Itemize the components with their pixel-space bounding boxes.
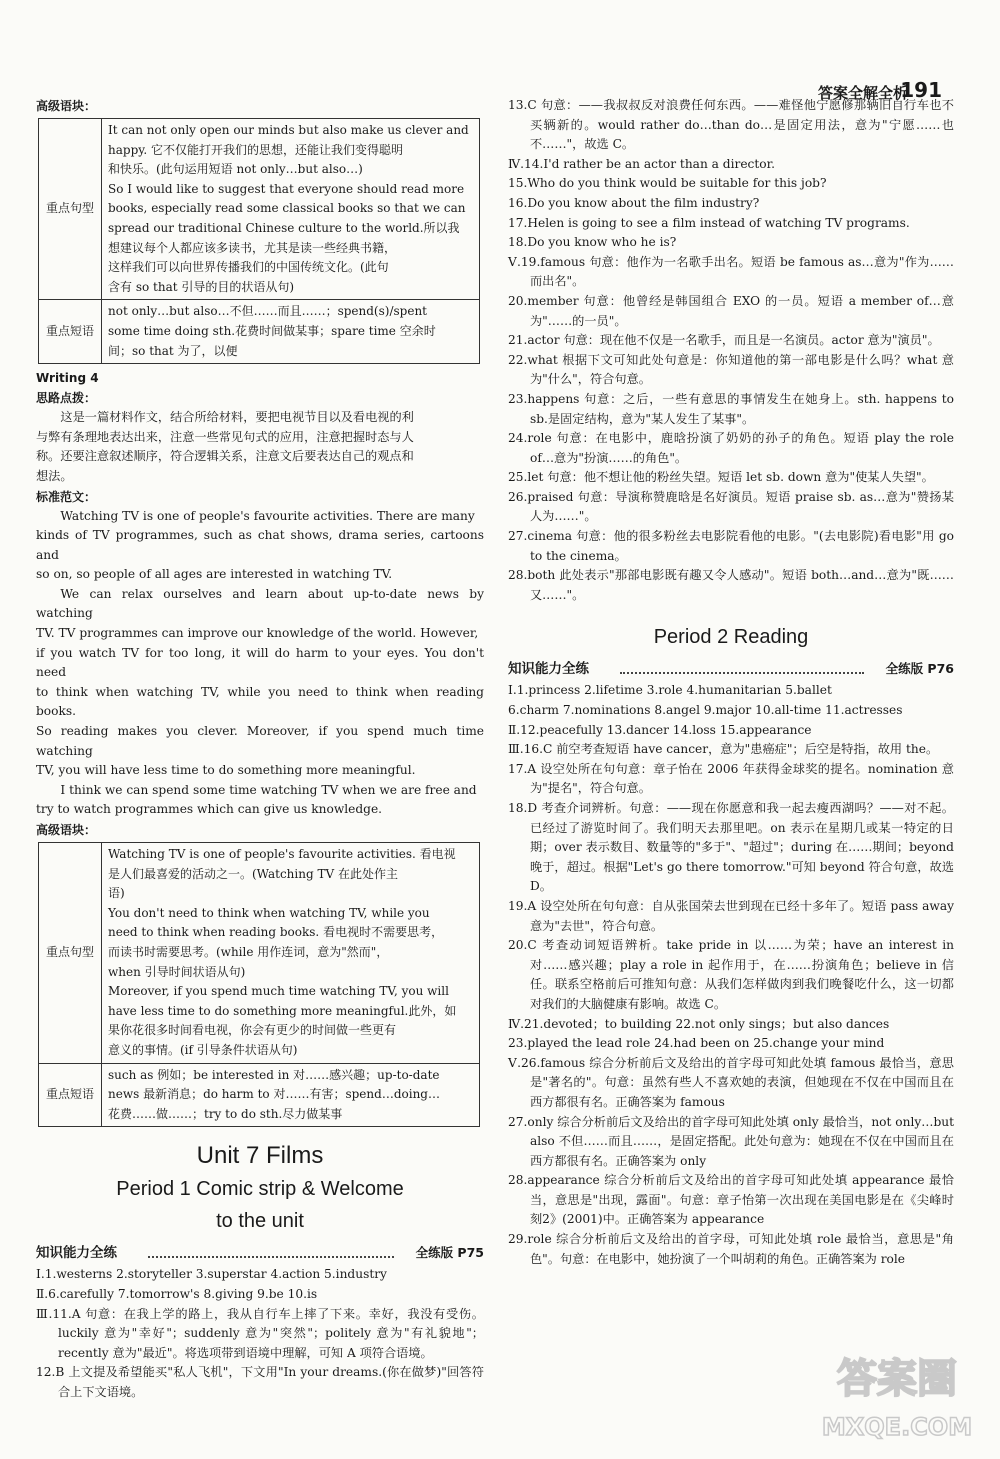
table-key-phrases: 重点短语 [39, 1063, 102, 1127]
text-line: So I would like to suggest that everyone should read more [108, 181, 465, 196]
text-line: So reading makes you clever. Moreover, if you spend much time watching [36, 724, 484, 758]
text-line: books, especially read some classical books so that we can [108, 201, 466, 216]
table-key-phrases: 重点短语 [39, 300, 102, 364]
right-column [508, 96, 954, 1269]
table-key-sentences: 重点句型 [39, 119, 102, 300]
text-line: not only…but also…不但……而且……；spend(s)/spent [108, 304, 427, 319]
text-line: so on, so people of all ages are interested in watching TV. [36, 567, 393, 582]
silu-paragraph [36, 408, 484, 486]
text-line: when 引导时间状语从句) [108, 964, 246, 979]
text-line: 花费……做……；try to do sth.尽力做某事 [108, 1106, 343, 1121]
answer-item: 18.D 考查介词辨析。句意：——现在你愿意和我一起去瘦西湖吗？——对不起。已经过了游览时间了。我们明天去那里吧。on 表示在星期几或某一特定的日期；over 表示数目、数量等的"多于"、"超过"；during 在……期间；beyond 晚于，超过。根据"Let's go there tomorrow."可知 beyond 符合句意，故选 D。 [508, 801, 954, 894]
table-cell-phrases [102, 300, 480, 364]
answer-item: 24.role 句意：在电影中，鹿晗扮演了奶奶的孙子的角色。短语 play the role of…意为"扮演……的角色"。 [508, 431, 954, 465]
text-line: news 最新消息；do harm to 对……有害；spend…doing… [108, 1087, 440, 1102]
chunks-table-2 [38, 842, 480, 1127]
unit-title: Unit 7 Films [196, 1142, 324, 1170]
table-cell-sentences [102, 843, 480, 1064]
answer-item: Ⅱ.6.carefully 7.tomorrow's 8.giving 9.be 10.is [36, 1286, 318, 1301]
text-line: Watching TV is one of people's favourite activities. There are many [60, 508, 475, 523]
text-line: need to think when reading books. 看电视时不需要思考， [108, 925, 444, 940]
answer-item: Ⅰ.1.princess 2.lifetime 3.role 4.humanitarian 5.ballet [508, 683, 832, 698]
text-line: I think we can spend some time watching TV when we are free and [60, 782, 477, 797]
watermark-url: MXQE.COM [821, 1413, 973, 1441]
answer-item: 26.praised 句意：导演称赞鹿晗是名好演员。短语 praise sb. as…意为"赞扬某人为……"。 [508, 489, 954, 524]
text-line: Watching TV is one of people's favourite activities. 看电视 [108, 847, 456, 861]
page-ref: 全练版 P76 [885, 661, 954, 677]
answer-item: 23.played the lead role 24.had been on 25.change your mind [508, 1036, 885, 1051]
answer-item: 21.actor 句意：现在他不仅是一名歌手，而且是一名演员。actor 意为"演员"。 [508, 333, 940, 348]
answer-item: 28.appearance 综合分析前后文及给出的首字母可知此处填 appearance 最恰当，意思是"出现，露面"。句意：章子怡第一次出现在美国电影是在《尖峰时刻2》(2001)中。正确答案为 appearance [508, 1173, 954, 1227]
watermark-logo [812, 1337, 982, 1447]
answer-item: 28.both 此处表示"那部电影既有趣又令人感动"。短语 both…and…意为"既……又……"。 [508, 568, 954, 602]
answer-item: 19.A 设空处所在句句意：自从张国荣去世到现在已经十多年了。短语 pass away 意为"去世"，符合句意。 [508, 898, 954, 933]
silu-label: 思路点拨： [36, 391, 97, 406]
text-line: 含有 so that 引导的目的状语从句) [108, 279, 295, 294]
watermark-graphic [812, 1337, 982, 1447]
answer-item: Ⅳ.21.devoted；to building 22.not only sings；but also dances [508, 1016, 890, 1031]
answer-item: 16.Do you know about the film industry? [508, 195, 760, 210]
table-cell-sentences [102, 119, 480, 300]
answer-item: 23.happens 句意：之后，一些有意思的事情发生在她身上。sth. happens to sb.是固定结构，意为"某人发生了某事"。 [508, 391, 954, 426]
text-line: 与弊有条理地表达出来，注意一些常见句式的应用，注意把握时态与人 [36, 429, 414, 444]
text-line: 称。还要注意叙述顺序，符合逻辑关系，注意文后要表达自己的观点和 [36, 449, 414, 464]
text-line: 而读书时需要思考。(while 用作连词，意为"然而"， [108, 944, 389, 959]
advanced-chunks-label-2: 高级语块： [36, 823, 97, 837]
answer-item: 22.what 根据下文可知此处句意是：你知道他的第一部电影是什么吗？what 意为"什么"，符合句意。 [508, 352, 954, 387]
answer-item: 12.B 上文提及希望能买"私人飞机"，下文用"In your dreams.(你在做梦)"回答符合上下文语境。 [36, 1365, 484, 1399]
answer-item: Ⅳ.14.I'd rather be an actor than a director. [508, 156, 775, 171]
page-ref: 全练版 P75 [415, 1245, 484, 1261]
answer-item: 20.C 考查动词短语辨析。take pride in 以……为荣；have an interest in 对……感兴趣；play a role in 起作用于，在……扮演角色；believe in 信任。联系空格前后可推知句意：从我们怎样做肉到我们晚餐吃什么，这一切都对我们的大脑健康有影响。故选 C。 [508, 938, 954, 1011]
text-line: TV, you will have less time to do something more meaningful. [36, 763, 416, 778]
text-line: 语) [108, 886, 125, 901]
section-heading-practice [508, 657, 954, 681]
text-line: 是人们最喜爱的活动之一。(Watching TV 在此处作主 [108, 866, 398, 881]
answer-item: 20.member 句意：他曾经是韩国组合 EXO 的一员。短语 a member of…意为"……的一员"。 [508, 293, 954, 328]
table-cell-phrases [102, 1063, 480, 1127]
text-line: 和快乐。(此句运用短语 not only…but also…) [108, 162, 363, 177]
text-line: to think when watching TV, while you need to think when reading books. [36, 684, 484, 719]
fanwen-label: 标准范文： [36, 489, 97, 504]
text-line: have less time to do something more meaningful.此外，如 [108, 1003, 457, 1018]
dot-leader [148, 1256, 394, 1258]
answer-item: 27.cinema 句意：他的很多粉丝去电影院看他的电影。"(去电影院)看电影"用 go to the cinema。 [508, 529, 954, 563]
left-column [36, 96, 484, 1402]
answer-item: 6.charm 7.nominations 8.angel 9.major 10.all-time 11.actresses [508, 703, 903, 718]
period-2-title: Period 2 Reading [653, 626, 809, 649]
table-key-sentences: 重点句型 [39, 843, 102, 1064]
answer-item: Ⅰ.1.westerns 2.storyteller 3.superstar 4.action 5.industry [36, 1267, 387, 1282]
answer-item: 17.A 设空处所在句句意：章子怡在 2006 年获得金球奖的提名。nomination 意为"提名"，符合句意。 [508, 761, 954, 796]
answer-item: Ⅲ.16.C 前空考查短语 have cancer，意为"患癌症"；后空是特指，故用 the。 [508, 742, 939, 757]
text-line: Moreover, if you spend much time watching TV, you will [108, 984, 449, 999]
text-line: You don't need to think when watching TV, while you [108, 905, 430, 920]
answer-item: Ⅴ.26.famous 综合分析前后文及给出的首字母可知此处填 famous 最恰当，意思是"著名的"。句意：虽然有些人不喜欢她的表演，但她现在不仅在中国而且在西方都很有名。正确答案为 famous [508, 1055, 954, 1109]
text-line: 想法。 [36, 468, 73, 483]
period-1-title: Period 1 Comic strip & Welcome [116, 1178, 404, 1201]
model-essay [36, 507, 484, 821]
text-line: if you watch TV for too long, it will do harm to your eyes. You don't need [36, 645, 484, 680]
writing-title: Writing 4 [36, 371, 99, 386]
text-line: 果你花很多时间看电视，你会有更少的时间做一些更有 [108, 1023, 397, 1038]
advanced-chunks-label: 高级语块： [36, 99, 97, 113]
text-line: It can not only open our minds but also make us clever and [108, 123, 469, 137]
chunks-table-1 [38, 118, 480, 364]
text-line: 间；so that 为了，以便 [108, 343, 238, 358]
section-label: 知识能力全练 [36, 1245, 117, 1262]
text-line: spread our traditional Chinese culture to the world.所以我 [108, 220, 460, 235]
header-title: 答案全解全析 [817, 84, 908, 102]
answer-item: 27.only 综合分析前后文及给出的首字母可知此处填 only 最恰当，not only…but also 不但……而且……，是固定搭配。此处句意为：她现在不仅在中国而且在西方都很有名。正确答案为 only [508, 1114, 954, 1168]
period-1-subtitle: to the unit [216, 1210, 304, 1233]
text-line: TV. TV programmes can improve our knowledge of the world. However, [36, 626, 479, 641]
text-line: kinds of TV programmes, such as chat shows, drama series, cartoons and [36, 528, 484, 562]
answer-item: Ⅱ.12.peacefully 13.dancer 14.loss 15.appearance [508, 722, 812, 737]
answer-item: 25.let 句意：他不想让他的粉丝失望。短语 let sb. down 意为"使某人失望"。 [508, 470, 934, 485]
text-line: such as 例如；be interested in 对……感兴趣；up-to-date [108, 1067, 440, 1082]
text-line: 想建议每个人都应该多读书，尤其是读一些经典书籍， [108, 240, 397, 255]
answer-item: 29.role 综合分析前后文及给出的首字母，可知此处填 role 最恰当，意思是"角色"。句意：在电影中，她扮演了一个叫胡莉的角色。正确答案为 role [508, 1232, 954, 1266]
page-number: 191 [900, 78, 942, 102]
text-line: 这样我们可以向世界传播我们的中国传统文化。(此句 [108, 260, 389, 275]
section-label: 知识能力全练 [508, 661, 589, 678]
answer-item: 18.Do you know who he is? [508, 235, 677, 250]
text-line: some time doing sth.花费时间做某事；spare time 空余时 [108, 323, 436, 338]
text-line: 意义的事情。(if 引导条件状语从句) [108, 1042, 298, 1057]
text-line: happy. 它不仅能打开我们的思想，还能让我们变得聪明 [108, 142, 404, 157]
answer-item: 15.Who do you think would be suitable for this job? [508, 176, 827, 191]
dot-leader [620, 672, 864, 674]
answer-item: Ⅴ.19.famous 句意：他作为一名歌手出名。短语 be famous as…意为"作为……而出名"。 [508, 254, 954, 289]
section-heading-practice [36, 1241, 484, 1265]
answer-item: 17.Helen is going to see a film instead of watching TV programs. [508, 215, 910, 230]
text-line: 这是一篇材料作文，结合所给材料，要把电视节目以及看电视的利 [60, 410, 414, 425]
answer-item: 13.C 句意：——我叔叔反对浪费任何东西。——难怪他宁愿修那辆旧自行车也不买辆新的。would rather do…than do…是固定用法，意为"宁愿……也不……"，故选 C。 [508, 98, 954, 152]
answer-item: Ⅲ.11.A 句意：在我上学的路上，我从自行车上摔了下来。幸好，我没有受伤。luckily 意为"幸好"；suddenly 意为"突然"；politely 意为"有礼貌地"；recently 意为"最近"。将选项带到语境中理解，可知 A 项符合语境。 [36, 1306, 484, 1360]
watermark-text: 答案圈 [837, 1356, 957, 1402]
text-line: We can relax ourselves and learn about up-to-date news by watching [36, 586, 484, 621]
text-line: try to watch programmes which can give us knowledge. [36, 802, 383, 817]
